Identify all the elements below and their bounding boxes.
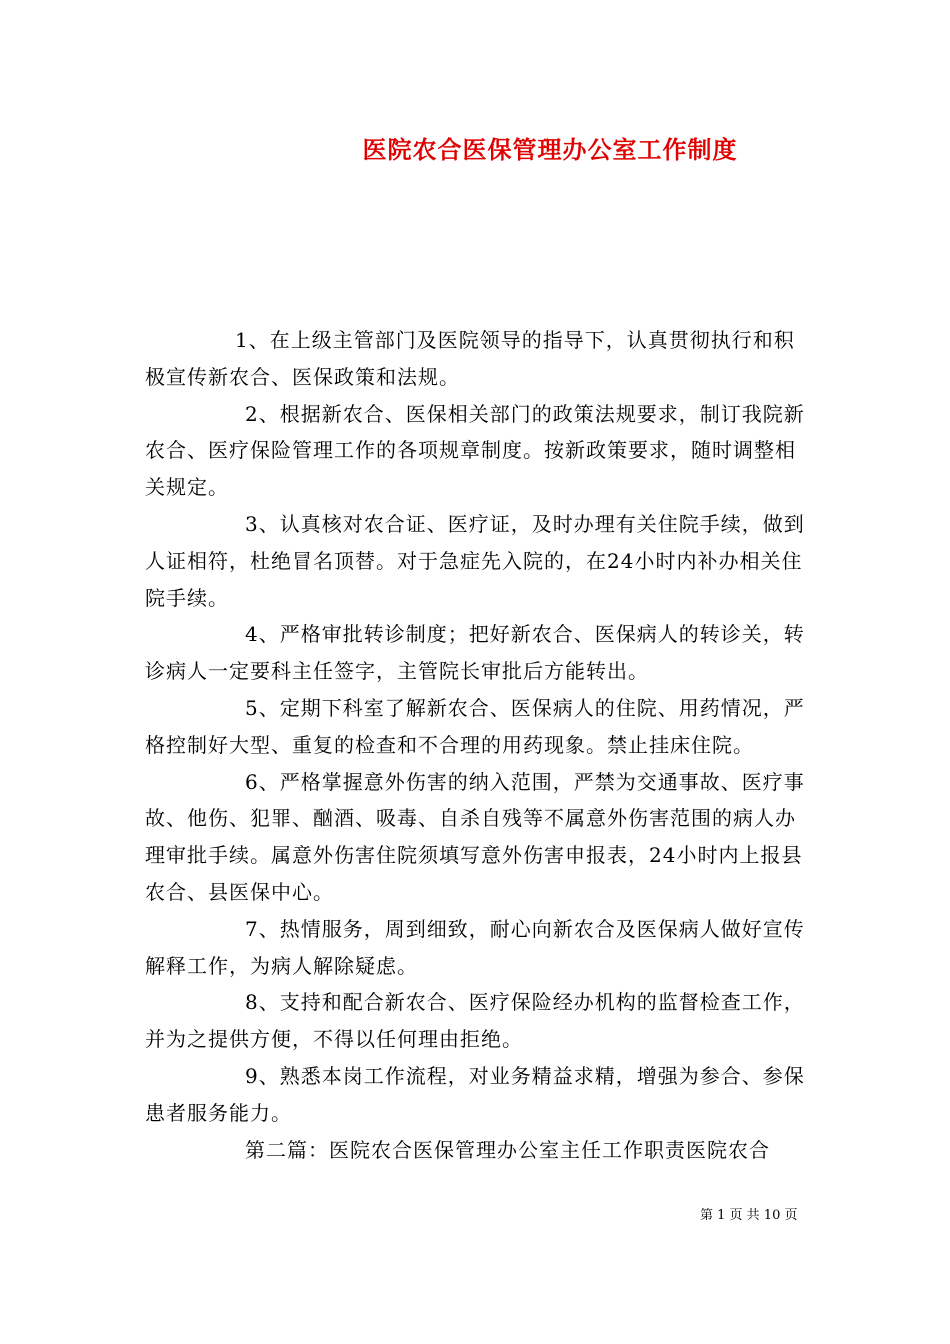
paragraph-1: 1、在上级主管部门及医院领导的指导下，认真贯彻执行和积极宣传新农合、医保政策和法规。: [145, 328, 795, 389]
paragraph-6: 6、严格掌握意外伤害的纳入范围，严禁为交通事故、医疗事故、他伤、犯罪、酗酒、吸毒、自杀自残等不属意外伤害范围的病人办理审批手续。属意外伤害住院须填写意外伤害申报表，24小时内上报县农合、县医保中心。: [145, 769, 805, 904]
paragraph-next-chapter: 第二篇：医院农合医保管理办公室主任工作职责医院农合: [245, 1137, 770, 1162]
document-title: 医院农合医保管理办公室工作制度: [362, 135, 738, 164]
paragraph-5: 5、定期下科室了解新农合、医保病人的住院、用药情况，严格控制好大型、重复的检查和不合理的用药现象。禁止挂床住院。: [145, 695, 805, 757]
paragraph-8: 8、支持和配合新农合、医疗保险经办机构的监督检查工作，并为之提供方便，不得以任何理由拒绝。: [145, 990, 805, 1052]
paragraph-9: 9、熟悉本岗工作流程，对业务精益求精，增强为参合、参保患者服务能力。: [145, 1063, 805, 1125]
paragraph-4: 4、严格审批转诊制度；把好新农合、医保病人的转诊关，转诊病人一定要科主任签字，主管院长审批后方能转出。: [145, 622, 805, 684]
paragraph-7: 7、热情服务，周到细致，耐心向新农合及医保病人做好宣传解释工作，为病人解除疑虑。: [145, 916, 805, 978]
paragraph-3: 3、认真核对农合证、医疗证，及时办理有关住院手续，做到人证相符，杜绝冒名顶替。对于急症先入院的，在24小时内补办相关住院手续。: [145, 511, 805, 610]
document-body: [145, 322, 810, 1168]
page-number-footer: 第 1 页 共 10 页: [700, 1208, 798, 1223]
paragraph-2: 2、根据新农合、医保相关部门的政策法规要求，制订我院新农合、医疗保险管理工作的各项规章制度。按新政策要求，随时调整相关规定。: [145, 401, 805, 500]
